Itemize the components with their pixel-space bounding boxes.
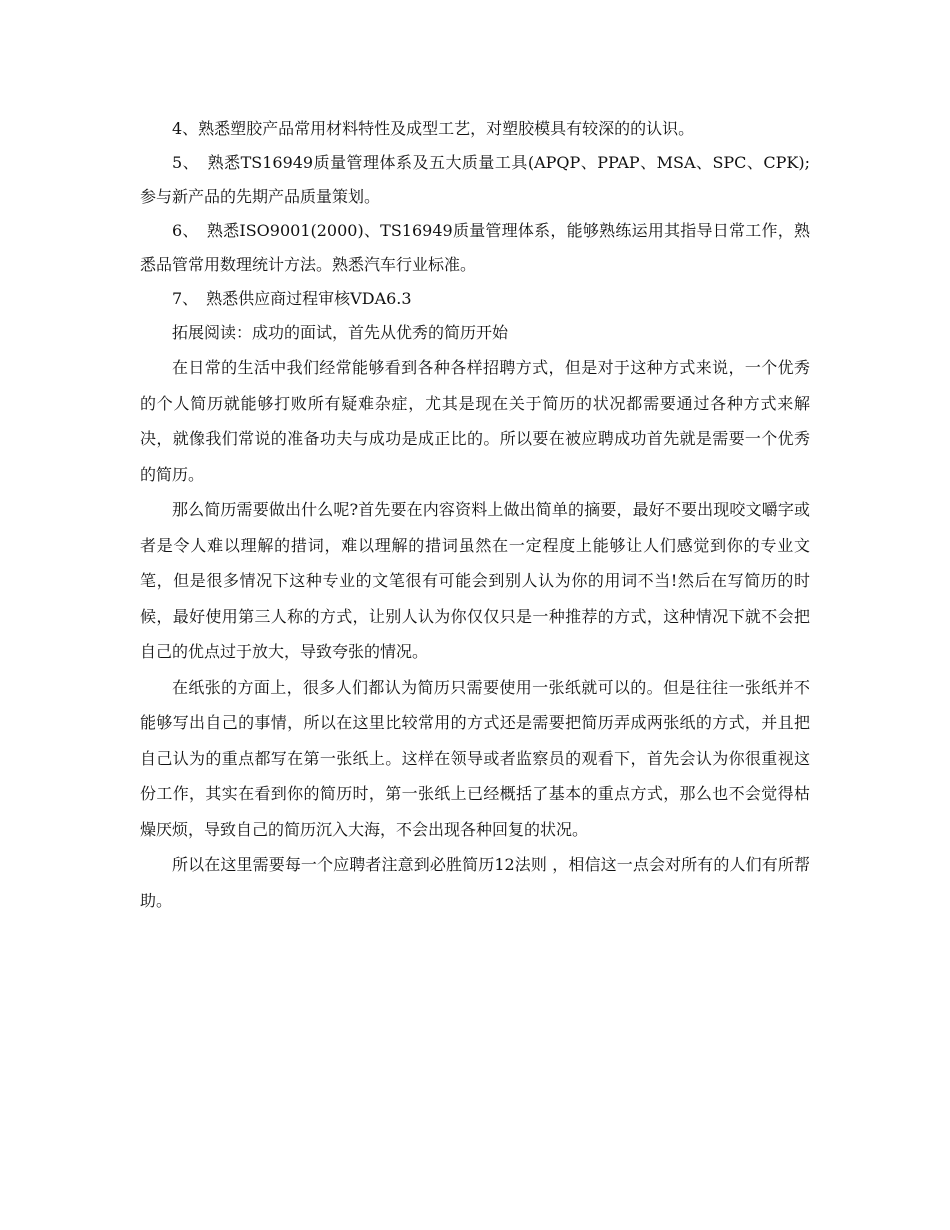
extended-reading-heading: 拓展阅读：成功的面试，首先从优秀的简历开始 — [172, 323, 509, 342]
paragraph-item-4: 4、熟悉塑胶产品常用材料特性及成型工艺，对塑胶模具有较深的的认识。 — [172, 119, 695, 138]
paragraph-body-4: 所以在这里需要每一个应聘者注意到必胜简历12法则 ，相信这一点会对所有的人们有所帮助。 — [140, 855, 810, 910]
paragraph-body-1: 在日常的生活中我们经常能够看到各种各样招聘方式，但是对于这种方式来说，一个优秀的个人简历就能够打败所有疑难杂症，尤其是现在关于简历的状况都需要通过各种方式来解决，就像我们常说的准备功夫与成功是成正比的。所以要在被应聘成功首先就是需要一个优秀的简历。 — [140, 358, 810, 484]
paragraph-body-2: 那么简历需要做出什么呢?首先要在内容资料上做出简单的摘要，最好不要出现咬文嚼字或者是令人难以理解的措词，难以理解的措词虽然在一定程度上能够让人们感觉到你的专业文笔，但是很多情况下这种专业的文笔很有可能会到别人认为你的用词不当!然后在写简历的时候，最好使用第三人称的方式，让别人认为你仅仅只是一种推荐的方式，这种情况下就不会把自己的优点过于放大，导致夸张的情况。 — [140, 500, 810, 661]
paragraph-item-6: 6、 熟悉ISO9001(2000)、TS16949质量管理体系，能够熟练运用其指导日常工作，熟悉品管常用数理统计方法。熟悉汽车行业标准。 — [140, 221, 810, 274]
paragraph-item-7: 7、 熟悉供应商过程审核VDA6.3 — [172, 289, 412, 308]
document-body — [140, 112, 810, 918]
paragraph-item-5: 5、 熟悉TS16949质量管理体系及五大质量工具(APQP、PPAP、MSA、SPC、CPK);参与新产品的先期产品质量策划。 — [140, 153, 810, 206]
paragraph-body-3: 在纸张的方面上，很多人们都认为简历只需要使用一张纸就可以的。但是往往一张纸并不能够写出自己的事情，所以在这里比较常用的方式还是需要把简历弄成两张纸的方式，并且把自己认为的重点都写在第一张纸上。这样在领导或者监察员的观看下，首先会认为你很重视这份工作，其实在看到你的简历时，第一张纸上已经概括了基本的重点方式，那么也不会觉得枯燥厌烦，导致自己的简历沉入大海，不会出现各种回复的状况。 — [140, 677, 810, 839]
